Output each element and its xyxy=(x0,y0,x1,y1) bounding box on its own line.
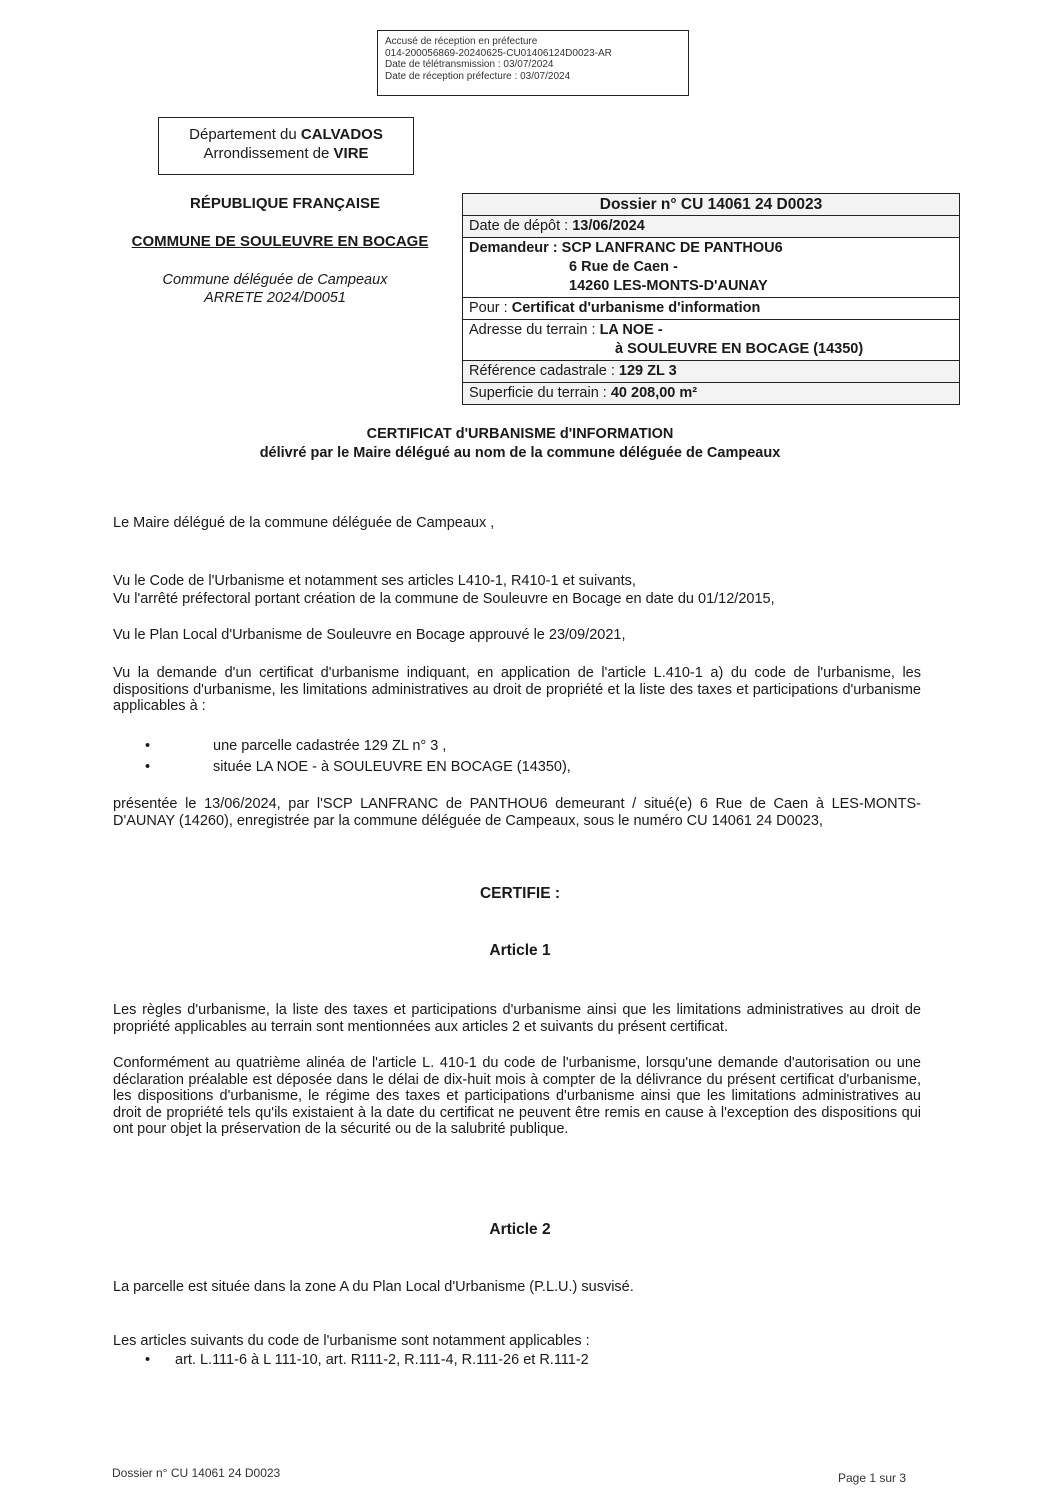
article-2-paragraph-1: La parcelle est située dans la zone A du Plan Local d'Urbanisme (P.L.U.) susvisé. xyxy=(113,1279,634,1295)
receipt-ar-number: 014-200056869-20240625-CU01406124D0023-AR xyxy=(385,47,612,59)
bullet-glyph: • xyxy=(145,1352,151,1368)
demandeur-row xyxy=(463,238,959,298)
department-prefix: Département du xyxy=(189,126,301,143)
department-name: CALVADOS xyxy=(300,126,383,143)
presentee-paragraph: présentée le 13/06/2024, par l'SCP LANFRANC de PANTHOU6 demeurant / situé(e) 6 Rue de Caen à LES-MONTS-D'AUNAY (14260), enregistrée par la commune déléguée de Campeaux, sous le numéro CU 14061 24 D0023, xyxy=(113,796,921,829)
depot-label: Date de dépôt : xyxy=(469,218,573,234)
certificat-title: CERTIFICAT d'URBANISME d'INFORMATION xyxy=(366,426,674,442)
adresse-label: Adresse du terrain : xyxy=(469,322,600,338)
depot-row xyxy=(463,216,959,238)
certificat-heading xyxy=(120,425,920,463)
reference-row xyxy=(463,361,959,383)
superficie-value: 40 208,00 m² xyxy=(610,385,698,401)
superficie-label: Superficie du terrain : xyxy=(469,385,611,401)
footer-dossier-number: Dossier n° CU 14061 24 D0023 xyxy=(112,1466,281,1480)
adresse-row xyxy=(463,320,959,361)
receipt-transmission-date: Date de télétransmission : 03/07/2024 xyxy=(385,59,554,70)
pour-row xyxy=(463,298,959,320)
demandeur-label: Demandeur : xyxy=(469,240,562,256)
pour-label: Pour : xyxy=(469,300,512,316)
receipt-line: Accusé de réception en préfecture xyxy=(385,36,538,47)
maire-line: Le Maire délégué de la commune déléguée de Campeaux , xyxy=(113,515,495,531)
prefecture-receipt-box xyxy=(377,30,689,96)
vu-plu: Vu le Plan Local d'Urbanisme de Souleuvre en Bocage approuvé le 23/09/2021, xyxy=(113,627,626,643)
department-box xyxy=(158,117,414,175)
certificat-subtitle: délivré par le Maire délégué au nom de la commune déléguée de Campeaux xyxy=(259,445,781,461)
adresse-value-lieu: LA NOE - xyxy=(599,322,663,338)
dossier-number: Dossier n° CU 14061 24 D0023 xyxy=(463,194,959,216)
pour-value: Certificat d'urbanisme d'information xyxy=(511,300,761,316)
arrondissement-name: VIRE xyxy=(333,145,369,162)
bullet-text: une parcelle cadastrée 129 ZL n° 3 , xyxy=(213,738,447,754)
republic-heading: RÉPUBLIQUE FRANÇAISE xyxy=(189,195,380,212)
demandeur-address-city: 14260 LES-MONTS-D'AUNAY xyxy=(569,278,768,294)
article-1-paragraph-1: Les règles d'urbanisme, la liste des taxes et participations d'urbanisme ainsi que les limitations administratives au droit de propriété applicables au terrain sont mentionnées aux articles 2 et suivants du présent certificat. xyxy=(113,1002,921,1035)
vu-code-urbanisme: Vu le Code de l'Urbanisme et notamment ses articles L410-1, R410-1 et suivants, xyxy=(113,573,636,589)
article-2-paragraph-2: Les articles suivants du code de l'urbanisme sont notamment applicables : xyxy=(113,1333,590,1349)
demandeur-address-street: 6 Rue de Caen - xyxy=(569,259,678,275)
article-1-heading: Article 1 xyxy=(489,942,551,959)
demandeur-name: SCP LANFRANC DE PANTHOU6 xyxy=(561,240,783,256)
arrete-number: ARRETE 2024/D0051 xyxy=(204,290,346,306)
arrondissement-prefix: Arrondissement de xyxy=(203,145,334,162)
department-line xyxy=(159,125,413,144)
adresse-value-commune: à SOULEUVRE EN BOCAGE (14350) xyxy=(615,341,864,357)
bullet-text: art. L.111-6 à L 111-10, art. R111-2, R.111-4, R.111-26 et R.111-2 xyxy=(175,1352,589,1368)
certifie-heading: CERTIFIE : xyxy=(479,885,561,902)
list-item xyxy=(145,1351,589,1370)
bullet-glyph: • xyxy=(145,759,151,775)
superficie-row xyxy=(463,383,959,404)
vu-arrete-prefectoral: Vu l'arrêté préfectoral portant création de la commune de Souleuvre en Bocage en date du 01/12/2015, xyxy=(113,591,775,607)
commune-heading: COMMUNE DE SOULEUVRE EN BOCAGE xyxy=(131,233,429,250)
footer-page-number: Page 1 sur 3 xyxy=(838,1471,907,1485)
list-item xyxy=(145,758,571,777)
article-2-heading: Article 2 xyxy=(489,1221,551,1238)
commune-deleguee-block xyxy=(130,271,420,307)
bullet-text: située LA NOE - à SOULEUVRE EN BOCAGE (14350), xyxy=(213,759,571,775)
article-1-paragraph-2: Conformément au quatrième alinéa de l'article L. 410-1 du code de l'urbanisme, lorsqu'une demande d'autorisation ou une déclaration préalable est déposée dans le délai de dix-huit mois à compter de la délivrance du présent certificat d'urbanisme, les dispositions d'urbanisme, le régime des taxes et participations d'urbanisme ainsi que les limitations administratives au droit de propriété tels qu'ils existaient à la date du certificat ne peuvent être remis en cause à l'exception des dispositions qui ont pour objet la préservation de la sécurité ou de la salubrité publique. xyxy=(113,1055,921,1137)
reference-value: 129 ZL 3 xyxy=(618,363,677,379)
receipt-reception-date: Date de réception préfecture : 03/07/2024 xyxy=(385,70,571,82)
bullet-glyph: • xyxy=(145,738,151,754)
reference-label: Référence cadastrale : xyxy=(469,363,619,379)
dossier-table xyxy=(462,193,960,405)
depot-value: 13/06/2024 xyxy=(572,218,645,234)
list-item xyxy=(145,737,446,756)
vu-demande: Vu la demande d'un certificat d'urbanisme indiquant, en application de l'article L.410-1 a) du code de l'urbanisme, les dispositions d'urbanisme, les limitations administratives au droit de propriété et la liste des taxes et participations d'urbanisme applicables à : xyxy=(113,665,921,714)
arrondissement-line xyxy=(159,144,413,163)
commune-deleguee: Commune déléguée de Campeaux xyxy=(162,272,388,288)
